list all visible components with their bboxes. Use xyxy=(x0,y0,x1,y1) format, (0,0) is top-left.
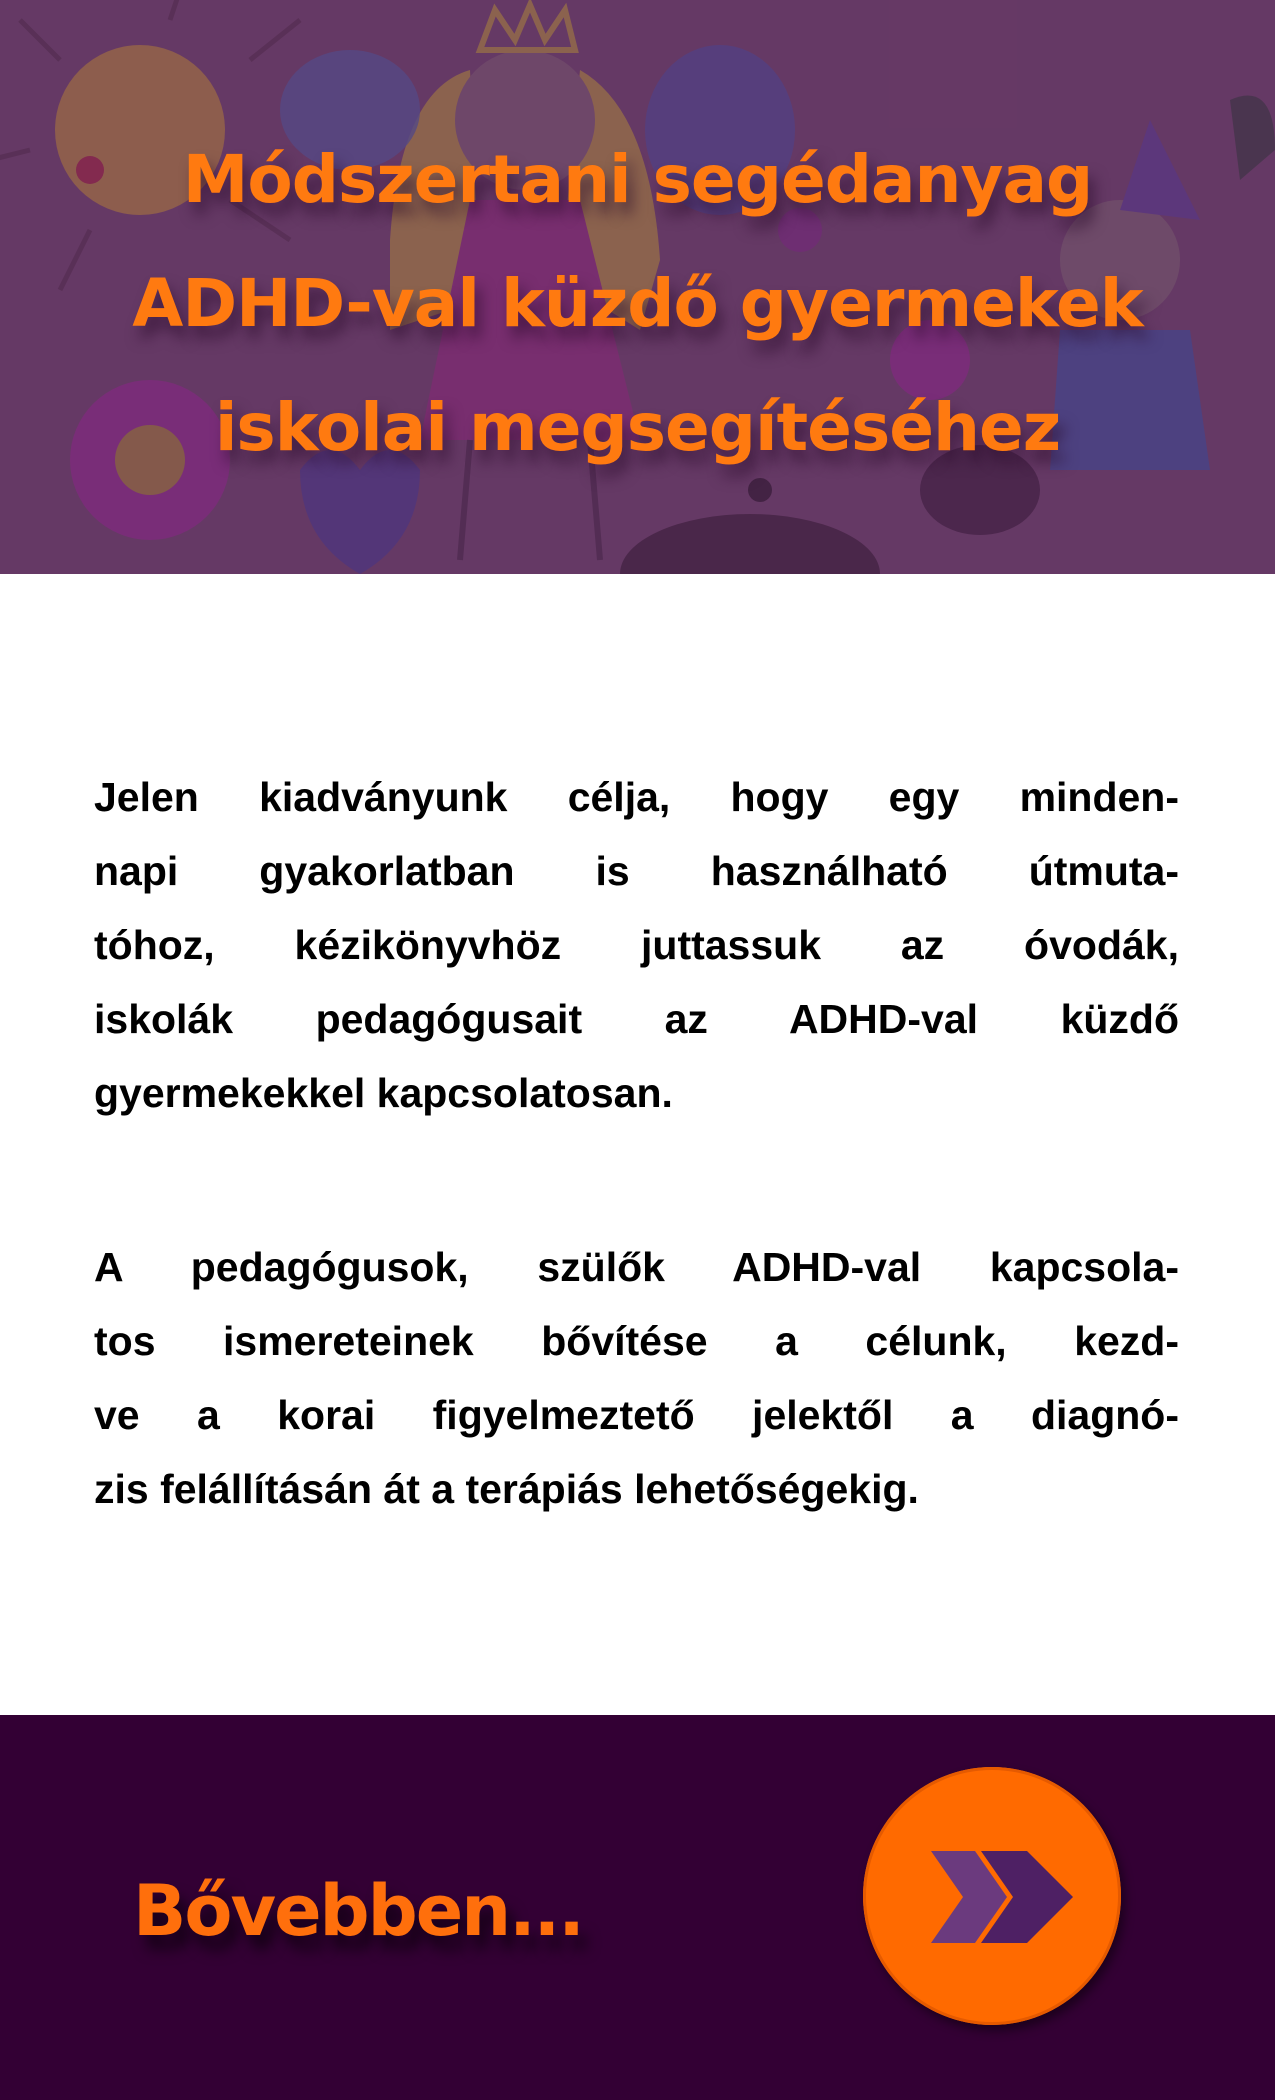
title-line-1: Módszertani segédanyag xyxy=(182,141,1093,218)
paragraph-line: iskolák pedagógusait az ADHD-val küzdő xyxy=(94,996,1179,1042)
goal-paragraph xyxy=(94,1230,1179,1526)
paragraph-line: ve a korai figyelmeztető jelektől a diagnó- xyxy=(94,1392,1179,1438)
paragraph-line: gyermekekkel kapcsolatosan. xyxy=(94,1070,673,1116)
paragraph-line: Jelen kiadványunk célja, hogy egy minden- xyxy=(94,774,1179,820)
hero-banner xyxy=(0,0,1275,574)
paragraph-line: zis felállításán át a terápiás lehetőségekig. xyxy=(94,1466,919,1512)
double-chevron-right-icon xyxy=(863,1767,1121,2025)
description xyxy=(94,760,1179,1526)
page-title xyxy=(60,118,1215,490)
paragraph-line: napi gyakorlatban is használható útmuta- xyxy=(94,848,1179,894)
paragraph-line: tos ismereteinek bővítése a célunk, kezd- xyxy=(94,1318,1179,1364)
more-link[interactable]: Bővebben... xyxy=(133,1870,583,1952)
title-line-3: iskolai megsegítéséhez xyxy=(214,389,1061,466)
footer-bar xyxy=(0,1715,1275,2100)
paragraph-line: A pedagógusok, szülők ADHD-val kapcsola- xyxy=(94,1244,1179,1290)
title-line-2: ADHD-val küzdő gyermekek xyxy=(132,265,1143,342)
next-button[interactable] xyxy=(863,1767,1121,2025)
paragraph-line: tóhoz, kézikönyvhöz juttassuk az óvodák, xyxy=(94,922,1179,968)
intro-paragraph xyxy=(94,760,1179,1130)
